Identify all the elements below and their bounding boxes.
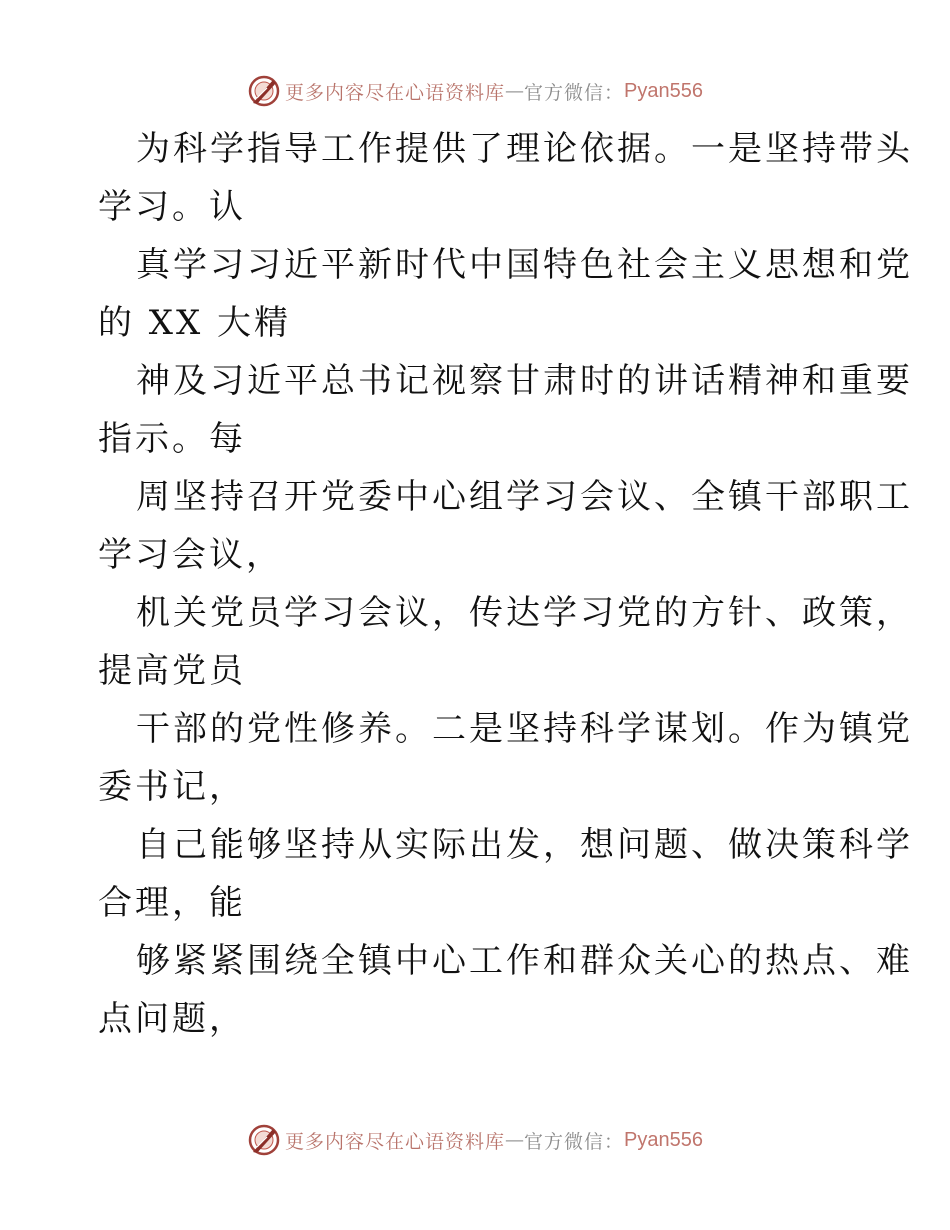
body-line: 够紧紧围绕全镇中心工作和群众关心的热点、难 (136, 941, 913, 981)
body-line: 学习会议， (98, 535, 283, 575)
footer-account-id: Pyan556 (624, 1128, 703, 1151)
body-line: 合理，能 (98, 883, 246, 923)
body-line: 机关党员学习会议，传达学习党的方针、政策， (136, 593, 913, 633)
footer-banner (0, 1120, 950, 1160)
footer-official-label: 官方微信： (524, 1130, 625, 1153)
header-banner (0, 71, 950, 111)
body-line: 点问题， (98, 999, 246, 1039)
header-site-text: 更多内容尽在心语资料库 (285, 81, 506, 104)
header-account-id: Pyan556 (624, 79, 703, 102)
body-line: 周坚持召开党委中心组学习会议、全镇干部职工 (136, 477, 913, 517)
body-line: 为科学指导工作提供了理论依据。一是坚持带头 (136, 129, 913, 169)
body-line: 真学习习近平新时代中国特色社会主义思想和党 (136, 245, 913, 285)
document-body (98, 120, 913, 1048)
body-line: 神及习近平总书记视察甘肃时的讲话精神和重要 (136, 361, 913, 401)
footer-dash: — (505, 1129, 525, 1151)
body-line: 干部的党性修养。二是坚持科学谋划。作为镇党 (136, 709, 913, 749)
footer-site-text: 更多内容尽在心语资料库 (285, 1130, 506, 1153)
body-line: 指示。每 (98, 419, 246, 459)
body-line: 自己能够坚持从实际出发，想问题、做决策科学 (136, 825, 913, 865)
quill-logo-icon (247, 74, 281, 108)
body-line: 委书记， (98, 767, 246, 807)
header-dash: — (505, 80, 525, 102)
header-official-label: 官方微信： (524, 81, 625, 104)
body-line: 提高党员 (98, 651, 246, 691)
body-line: 学习。认 (98, 187, 246, 227)
body-line: 的 XX 大精 (98, 303, 292, 343)
quill-logo-icon (247, 1123, 281, 1157)
